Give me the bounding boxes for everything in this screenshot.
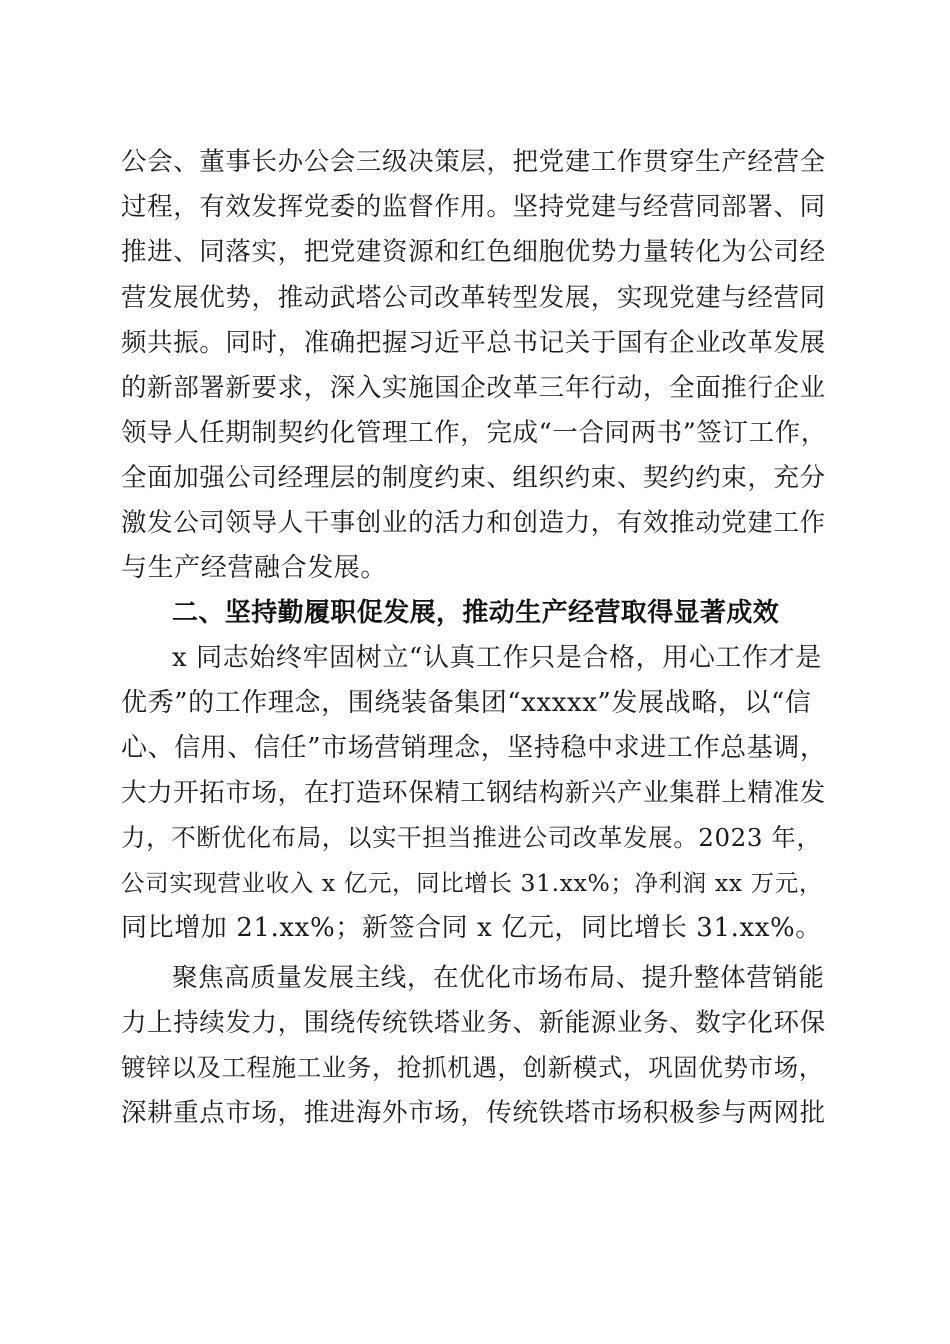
paragraph-2-line-7: 同比增加 21.xx%；新签合同 x 亿元，同比增长 31.xx%。 xyxy=(121,913,822,943)
paragraph-3-line-3: 镀锌以及工程施工业务，抢抓机遇，创新模式，巩固优势市场， xyxy=(121,1053,824,1082)
paragraph-2-line-6: 公司实现营业收入 x 亿元，同比增长 31.xx%；净利润 xx 万元， xyxy=(121,869,823,897)
paragraph-2-line-5: 力，不断优化布局，以实干担当推进公司改革发展。2023 年， xyxy=(121,823,822,852)
paragraph-1-line-8: 全面加强公司经理层的制度约束、组织约束、契约约束，充分 xyxy=(121,463,826,493)
paragraph-1-line-10: 与生产经营融合发展。 xyxy=(121,553,388,583)
paragraph-1-line-9: 激发公司领导人干事创业的活力和创造力，有效推动党建工作 xyxy=(121,508,826,538)
paragraph-2-line-1: x 同志始终牢固树立“认真工作只是合格，用心工作才是 xyxy=(172,643,822,673)
section-heading: 二、坚持勤履职促发展，推动生产经营取得显著成效 xyxy=(172,598,780,628)
paragraph-2-line-2: 优秀”的工作理念，围绕装备集团“xxxxx”发展战略，以“信 xyxy=(121,688,812,718)
paragraph-1-line-2: 过程，有效发挥党委的监督作用。坚持党建与经营同部署、同 xyxy=(121,192,826,222)
paragraph-2-line-4: 大力开拓市场，在打造环保精工钢结构新兴产业集群上精准发 xyxy=(121,778,826,808)
paragraph-2-line-3: 心、信用、信任”市场营销理念，坚持稳中求进工作总基调， xyxy=(121,733,827,763)
paragraph-3-line-1: 聚焦高质量发展主线，在优化市场布局、提升整体营销能 xyxy=(172,963,825,993)
paragraph-3-line-2: 力上持续发力，围绕传统铁塔业务、新能源业务、数字化环保 xyxy=(121,1008,826,1038)
paragraph-1-line-7: 领导人任期制契约化管理工作，完成“一合同两书”签订工作， xyxy=(121,418,827,448)
paragraph-1-line-1: 公会、董事长办公会三级决策层，把党建工作贯穿生产经营全 xyxy=(121,147,826,177)
paragraph-1-line-6: 的新部署新要求，深入实施国企改革三年行动，全面推行企业 xyxy=(121,373,826,403)
paragraph-1-line-4: 营发展优势，推动武塔公司改革转型发展，实现党建与经营同 xyxy=(121,283,826,313)
paragraph-1-line-3: 推进、同落实，把党建资源和红色细胞优势力量转化为公司经 xyxy=(121,237,826,267)
paragraph-1-line-5: 频共振。同时，准确把握习近平总书记关于国有企业改革发展 xyxy=(121,328,826,358)
paragraph-3-line-4: 深耕重点市场，推进海外市场，传统铁塔市场积极参与两网批 xyxy=(121,1098,826,1128)
